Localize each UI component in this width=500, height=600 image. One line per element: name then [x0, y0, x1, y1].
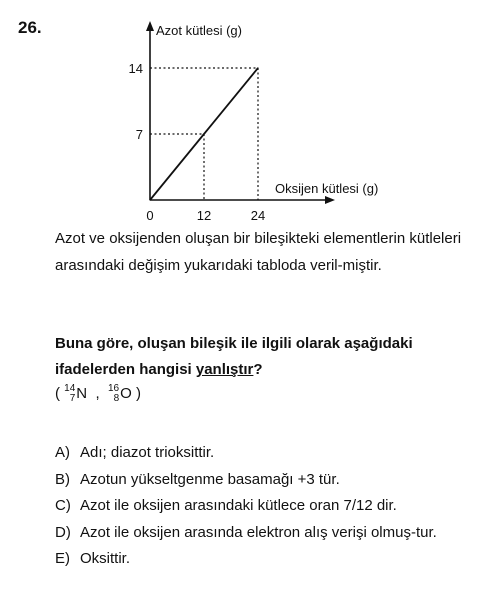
option-e-letter: E) — [55, 550, 70, 567]
question-prompt — [55, 331, 485, 383]
option-d[interactable] — [55, 520, 490, 547]
nuclide-nitrogen — [64, 384, 87, 404]
option-b-letter: B) — [55, 470, 70, 488]
answer-options — [55, 440, 490, 573]
oxygen-atomic-number: 8 — [113, 393, 120, 405]
option-d-text: Azot ile oksijen arasında elektron alış verişi olmuş-tur. — [80, 523, 437, 541]
option-c[interactable] — [55, 493, 490, 520]
question-stem: Azot ve oksijenden oluşan bir bileşikteki elementlerin kütleleri arasındaki değişim yukarıdaki tabloda veril-miştir. — [55, 230, 462, 274]
x-tick-label-0: 0 — [146, 208, 154, 223]
nitrogen-mass-number: 14 — [64, 383, 76, 395]
nitrogen-atomic-number: 7 — [69, 393, 76, 405]
y-axis-arrowhead — [146, 21, 154, 31]
option-d-letter: D) — [55, 523, 71, 541]
option-b-text: Azotun yükseltgenme basamağı +3 tür. — [80, 470, 340, 488]
option-c-text: Azot ile oksijen arasındaki kütlece oran 7/12 dir. — [80, 497, 397, 514]
option-a-text: Adı; diazot trioksittir. — [80, 444, 215, 461]
data-point-0 — [149, 199, 150, 200]
x-axis-arrowhead — [325, 196, 335, 204]
nitrogen-symbol: N — [76, 385, 88, 403]
nuclide-notation — [55, 384, 141, 404]
option-b[interactable] — [55, 467, 490, 494]
nuclide-oxygen — [108, 384, 132, 404]
option-a-letter: A) — [55, 444, 70, 461]
oxygen-mass-number: 16 — [108, 383, 120, 395]
question-end: ? — [253, 361, 263, 378]
mass-graph — [0, 0, 500, 223]
y-axis-label: Azot kütlesi (g) — [156, 23, 242, 38]
question-number: 26. — [18, 18, 42, 37]
question-main: Buna göre, oluşan bileşik ile ilgili olarak aşağıdaki ifadelerden hangisi — [55, 335, 413, 378]
oxygen-symbol: O — [120, 385, 132, 403]
option-c-letter: C) — [55, 497, 71, 514]
nuclide-open-paren: ( — [55, 385, 60, 402]
x-tick-label-12: 12 — [196, 208, 212, 223]
nuclide-close-paren: ) — [135, 385, 141, 402]
question-emphasis: yanlıştır — [195, 361, 254, 378]
nuclide-separator: , — [91, 385, 104, 402]
x-tick-label-24: 24 — [250, 208, 266, 223]
x-axis-label: Oksijen kütlesi (g) — [275, 181, 379, 196]
option-e[interactable] — [55, 546, 490, 573]
option-a[interactable] — [55, 440, 490, 467]
option-e-text: Oksittir. — [80, 550, 131, 567]
y-tick-label-7: 7 — [135, 127, 143, 142]
data-point-1 — [203, 133, 204, 134]
data-point-2 — [257, 67, 258, 68]
y-tick-label-14: 14 — [128, 61, 143, 76]
